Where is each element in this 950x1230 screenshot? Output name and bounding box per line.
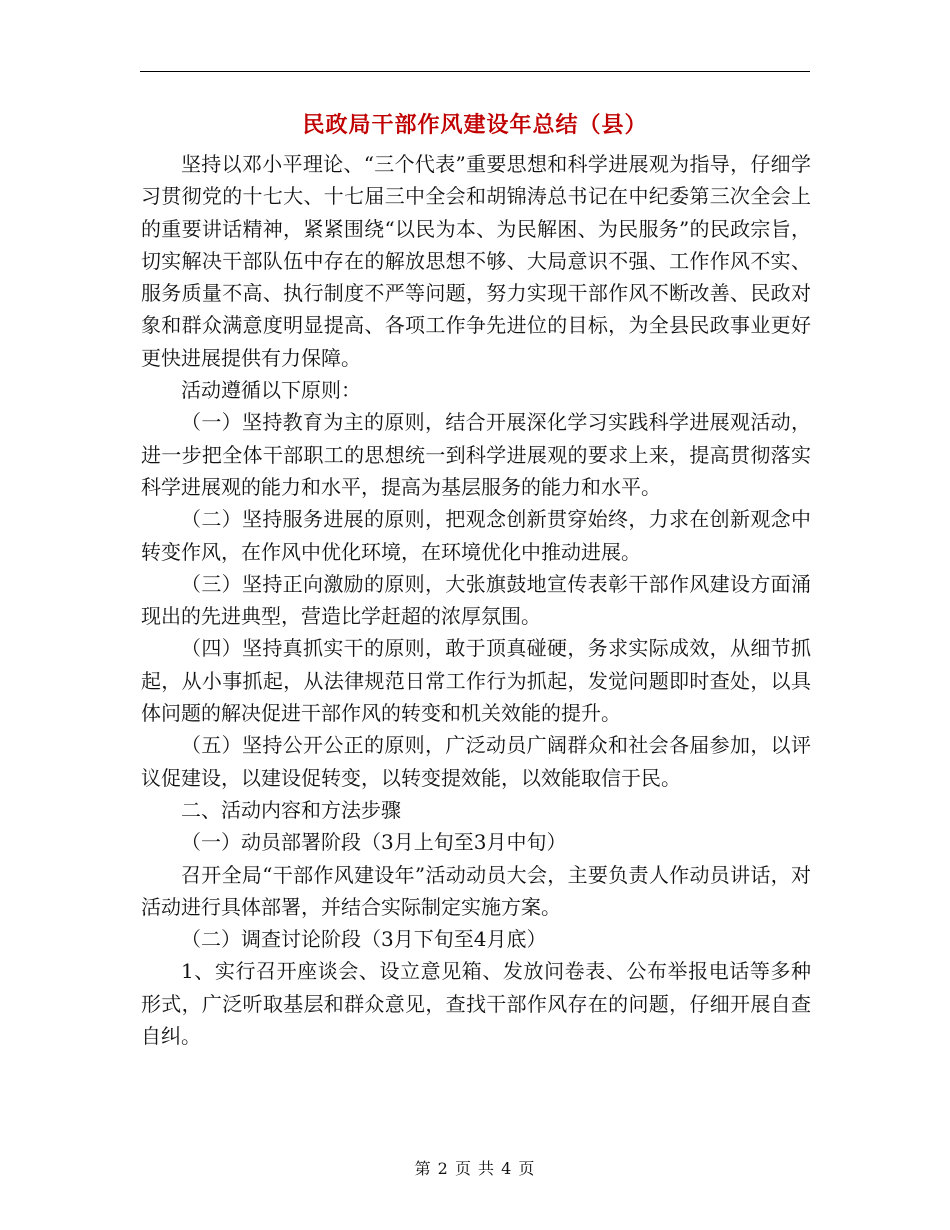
paragraph: 活动遵循以下原则： (181, 378, 361, 403)
paragraph: （四）坚持真抓实干的原则，敢于顶真碰硬，务求实际成效，从细节抓起，从小事抓起，从法律规范日常工作行为抓起，发觉问题即时查处，以具体问题的解决促进干部作风的转变和机关效能的提升。 (141, 636, 811, 726)
page-number-footer: 第 2 页 共 4 页 (414, 1159, 536, 1178)
section-heading: 二、活动内容和方法步骤 (181, 797, 401, 822)
paragraph: 召开全局“干部作风建设年”活动动员大会，主要负责人作动员讲话，对活动进行具体部署，并结合实际制定实施方案。 (141, 862, 811, 919)
document-title: 民政局干部作风建设年总结（县） (302, 113, 648, 138)
paragraph: （三）坚持正向激励的原则，大张旗鼓地宣传表彰干部作风建设方面涌现出的先进典型，营造比学赶超的浓厚氛围。 (141, 571, 811, 629)
paragraph: （五）坚持公开公正的原则，广泛动员广阔群众和社会各届参加，以评议促建设，以建设促转变，以转变提效能，以效能取信于民。 (141, 733, 811, 790)
paragraph: （二）坚持服务进展的原则，把观念创新贯穿始终，力求在创新观念中转变作风，在作风中优化环境，在环境优化中推动进展。 (141, 507, 811, 564)
paragraph: 1、实行召开座谈会、设立意见箱、发放问卷表、公布举报电话等多种形式，广泛听取基层和群众意见，查找干部作风存在的问题，仔细开展自查自纠。 (141, 959, 811, 1049)
document-body (141, 148, 811, 1052)
subsection-heading: （二）调查讨论阶段（3月下旬至4月底） (181, 927, 547, 952)
paragraph: 坚持以邓小平理论、“三个代表”重要思想和科学进展观为指导，仔细学习贯彻党的十七大、十七届三中全会和胡锦涛总书记在中纪委第三次全会上的重要讲话精神，紧紧围绕“以民为本、为民解困、为民服务”的民政宗旨，切实解决干部队伍中存在的解放思想不够、大局意识不强、工作作风不实、服务质量不高、执行制度不严等问题，努力实现干部作风不断改善、民政对象和群众满意度明显提高、各项工作争先进位的目标，为全县民政事业更好更快进展提供有力保障。 (141, 152, 811, 370)
subsection-heading: （一）动员部署阶段（3月上旬至3月中旬） (181, 830, 567, 855)
header-rule (140, 71, 810, 72)
paragraph: （一）坚持教育为主的原则，结合开展深化学习实践科学进展观活动，进一步把全体干部职工的思想统一到科学进展观的要求上来，提高贯彻落实科学进展观的能力和水平，提高为基层服务的能力和水平。 (141, 410, 811, 499)
